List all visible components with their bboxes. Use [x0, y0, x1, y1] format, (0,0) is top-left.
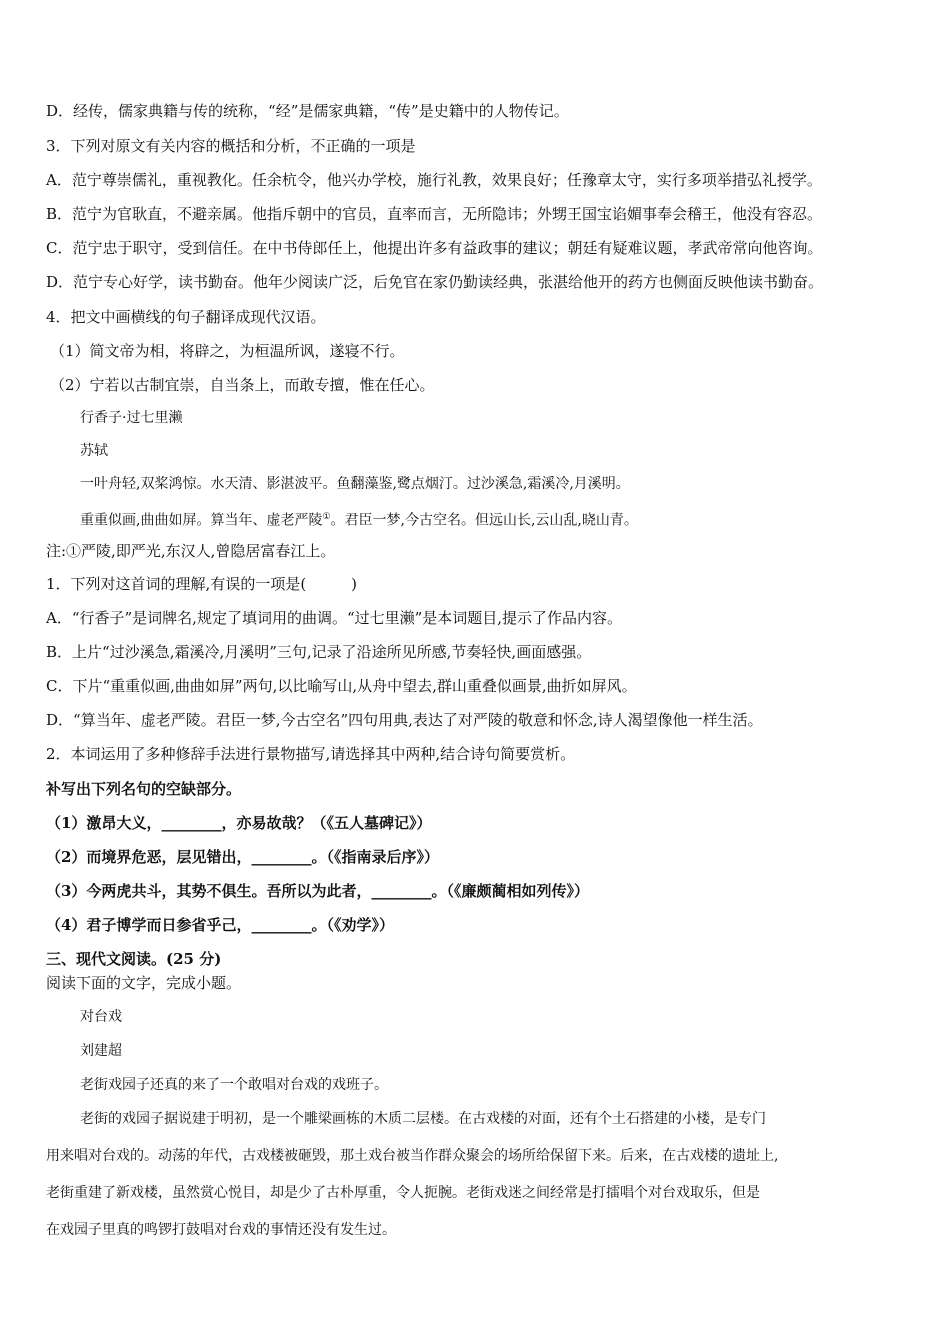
fill-blank-item-2: （2）而境界危恶，层见错出，________。（《指南录后序》） [46, 848, 439, 866]
poem-question-2: 2．本词运用了多种修辞手法进行景物描写,请选择其中两种,结合诗句简要赏析。 [46, 745, 576, 763]
poem-note: 注:①严陵,即严光,东汉人,曾隐居富春江上。 [46, 542, 336, 560]
option-c-q3: C．范宁忠于职守，受到信任。在中书侍郎任上，他提出许多有益政事的建议；朝廷有疑难议题，孝武帝常向他咨询。 [46, 239, 823, 257]
option-d-q3: D．范宁专心好学，读书勤奋。他年少阅读广泛，后免官在家仍勤读经典，张湛给他开的药方也侧面反映他读书勤奋。 [46, 273, 824, 291]
poem-stanza-2 [80, 507, 638, 531]
story-paragraph-2-line-3: 老街重建了新戏楼，虽然赏心悦目，却是少了古朴厚重，令人扼腕。老街戏迷之间经常是打擂唱个对台戏取乐，但是 [46, 1185, 760, 1201]
poem-option-c: C．下片“重重似画,曲曲如屏”两句,以比喻写山,从舟中望去,群山重叠似画景,曲折如屏风。 [46, 677, 637, 695]
poem-title: 行香子·过七里濑 [80, 410, 183, 426]
poem-stanza-1: 一叶舟轻,双桨鸿惊。水天清、影湛波平。鱼翻藻鉴,鹭点烟汀。过沙溪急,霜溪冷,月溪明。 [80, 476, 630, 492]
fill-blank-item-3: （3）今两虎共斗，其势不俱生。吾所以为此者，________。（《廉颇蔺相如列传》） [46, 882, 589, 900]
section-3-heading: 三、现代文阅读。(25 分) [46, 950, 222, 968]
poem-option-a: A．“行香子”是词牌名,规定了填词用的曲调。“过七里濑”是本词题目,提示了作品内容。 [46, 609, 623, 627]
option-b-q3: B．范宁为官耿直，不避亲属。他指斥朝中的官员，直率而言，无所隐讳；外甥王国宝谄媚事奉会稽王，他没有容忍。 [46, 205, 823, 223]
fill-blank-item-1: （1）激昂大义，________，亦易故哉？（《五人墓碑记》） [46, 814, 432, 832]
poem-stanza-2-post: 。君臣一梦,今古空名。但远山长,云山乱,晓山青。 [330, 512, 638, 529]
reading-instruction: 阅读下面的文字，完成小题。 [46, 974, 242, 992]
poem-question-1: 1．下列对这首词的理解,有误的一项是( ) [46, 575, 358, 593]
question-3: 3．下列对原文有关内容的概括和分析，不正确的一项是 [46, 137, 416, 155]
option-d-q2: D．经传，儒家典籍与传的统称，“经”是儒家典籍，“传”是史籍中的人物传记。 [46, 102, 569, 120]
q4-sentence-2: （2）宁若以古制宜崇，自当条上，而敢专擅，惟在任心。 [50, 376, 435, 394]
option-a-q3: A．范宁尊崇儒礼，重视教化。任余杭令，他兴办学校，施行礼教，效果良好；任豫章太守，实行多项举措弘礼授学。 [46, 171, 822, 189]
poem-option-d: D．“算当年、虚老严陵。君臣一梦,今古空名”四句用典,表达了对严陵的敬意和怀念,诗人渴望像他一样生活。 [46, 711, 763, 729]
story-title: 对台戏 [80, 1009, 122, 1025]
story-paragraph-2-line-4: 在戏园子里真的鸣锣打鼓唱对台戏的事情还没有发生过。 [46, 1222, 396, 1238]
footnote-marker: ① [322, 512, 331, 522]
story-paragraph-2-line-2: 用来唱对台戏的。动荡的年代，古戏楼被砸毁，那土戏台被当作群众聚会的场所给保留下来。后来，在古戏楼的遗址上, [46, 1148, 779, 1164]
story-author: 刘建超 [80, 1043, 122, 1059]
q4-sentence-1: （1）简文帝为相，将辟之，为桓温所讽，遂寝不行。 [50, 342, 405, 360]
story-paragraph-1: 老街戏园子还真的来了一个敢唱对台戏的戏班子。 [80, 1077, 388, 1093]
question-4: 4．把文中画横线的句子翻译成现代汉语。 [46, 308, 326, 326]
poem-option-b: B．上片“过沙溪急,霜溪冷,月溪明”三句,记录了沿途所见所感,节奏轻快,画面感强。 [46, 643, 592, 661]
fill-blank-heading: 补写出下列名句的空缺部分。 [46, 780, 242, 798]
poem-stanza-2-pre: 重重似画,曲曲如屏。算当年、虚老严陵 [80, 512, 323, 529]
poem-author: 苏轼 [80, 443, 108, 459]
story-paragraph-2-line-1: 老街的戏园子据说建于明初，是一个雕梁画栋的木质二层楼。在古戏楼的对面，还有个土石搭建的小楼，是专门 [80, 1111, 766, 1127]
fill-blank-item-4: （4）君子博学而日参省乎己，________。（《劝学》） [46, 916, 394, 934]
